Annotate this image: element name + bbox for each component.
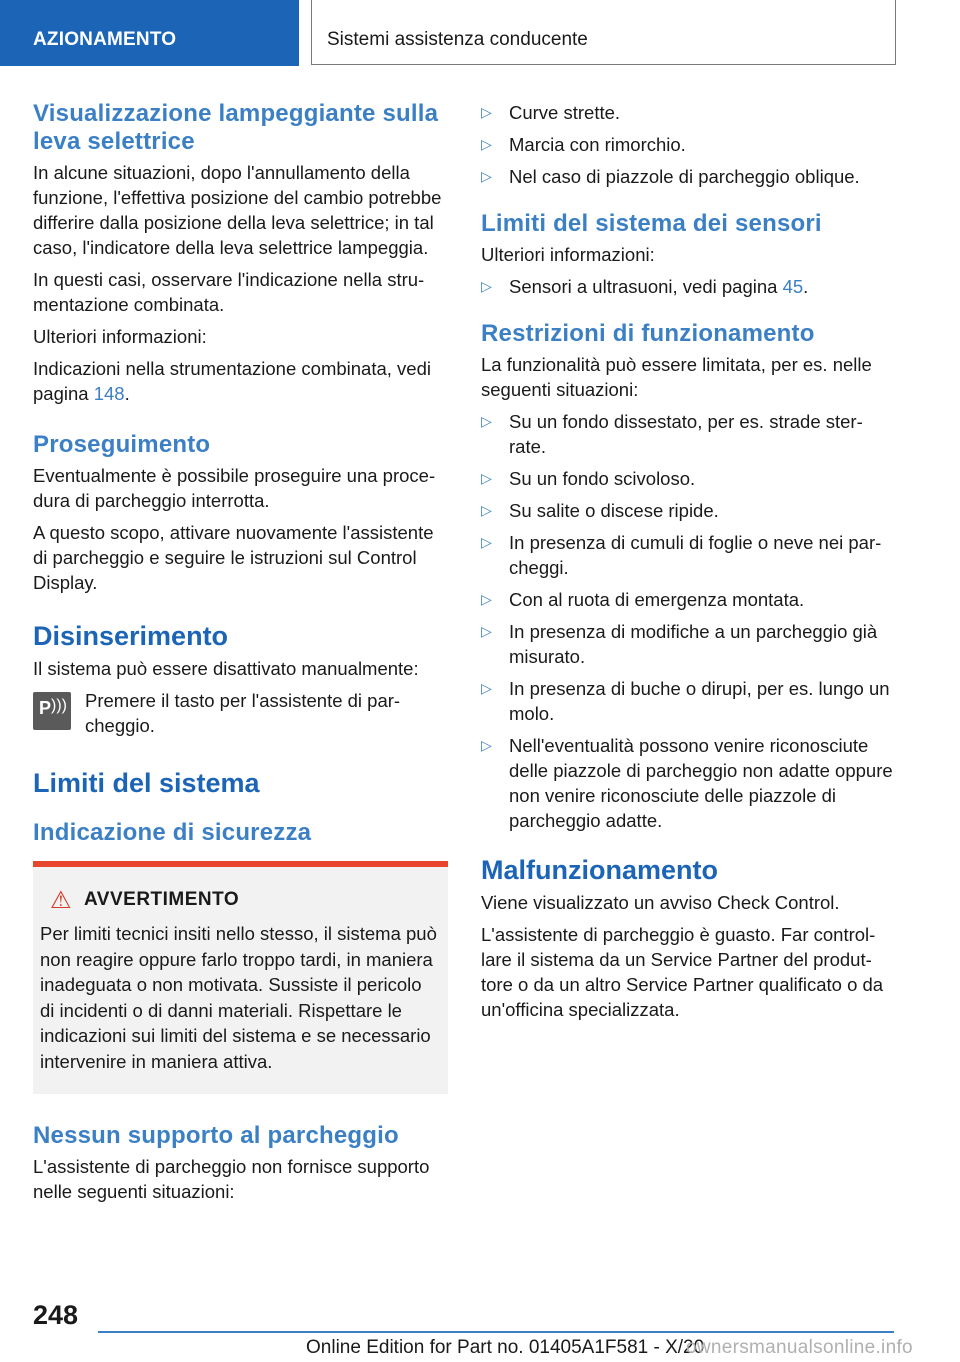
section-tab	[0, 0, 299, 66]
parking-assistant-button-icon: P )))	[33, 692, 71, 730]
heading-malfunction: Malfunzionamento	[481, 855, 718, 885]
restrictions-list	[481, 409, 893, 833]
list-item: ▷ In presenza di buche o dirupi, per es. lungo un molo.	[481, 678, 890, 724]
list-item: ▷ In presenza di modifiche a un parcheggio già misurato.	[481, 621, 878, 667]
triangle-bullet-icon: ▷	[481, 680, 492, 696]
heading-deactivation: Disinserimento	[33, 621, 229, 651]
page-number: 248	[33, 1300, 79, 1330]
paragraph-with-link: Indicazioni nella strumentazione combinata, vedi pagina 148.	[33, 358, 431, 404]
heading-system-limits: Limiti del sistema	[33, 768, 260, 798]
warning-triangle-icon: ⚠	[50, 887, 72, 914]
left-column	[33, 100, 448, 1211]
list-item: ▷ Curve strette.	[481, 102, 621, 123]
heading-safety-note: Indicazione di sicurezza	[33, 819, 312, 846]
button-instruction	[33, 688, 448, 738]
triangle-bullet-icon: ▷	[481, 534, 492, 550]
paragraph: La funzionalità può essere limitata, per es. nelle seguenti situazioni:	[481, 354, 872, 400]
heading-continuation: Proseguimento	[33, 431, 211, 458]
triangle-bullet-icon: ▷	[481, 591, 492, 607]
triangle-bullet-icon: ▷	[481, 470, 492, 486]
list-item: ▷ In presenza di cumuli di foglie o neve nei parcheggi.	[481, 532, 882, 578]
page-link-45[interactable]: 45	[782, 276, 804, 297]
triangle-bullet-icon: ▷	[481, 502, 492, 518]
paragraph: L'assistente di parcheggio non fornisce supporto nelle seguenti situazioni:	[33, 1156, 430, 1202]
list-item: ▷ Sensori a ultrasuoni, vedi pagina 45.	[481, 276, 809, 297]
paragraph: A questo scopo, attivare nuovamente l'assistente di parcheggio e seguire le istruzioni sul Control Display.	[33, 522, 434, 593]
paragraph: Ulteriori informazioni:	[33, 326, 207, 347]
list-item: ▷ Nel caso di piazzole di parcheggio oblique.	[481, 166, 860, 187]
warning-title: ⚠ AVVERTIMENTO	[50, 887, 240, 914]
paragraph: Il sistema può essere disattivato manualmente:	[33, 658, 419, 679]
paragraph: In alcune situazioni, dopo l'annullamento della funzione, l'effettiva posizione del cambio potrebbe differire dalla posizione della leva selettrice; in tal caso, l'indicatore della leva selettrice lampeggia.	[33, 162, 442, 258]
heading-no-parking-support: Nessun supporto al parcheggio	[33, 1122, 399, 1149]
edition-text: Online Edition for Part no. 01405A1F581 - X/20	[306, 1337, 705, 1358]
warning-box	[33, 861, 448, 1094]
chapter-title: Sistemi assistenza conducente	[327, 29, 588, 50]
warning-text: Per limiti tecnici insiti nello stesso, il sistema può non reagire oppure farlo troppo tardi, in maniera inadeguata o non motivata. Sussiste il pericolo di incidenti o di danni materiali. Rispettare le indicazioni sui limiti del sistema e se necessario intervenire in maniera attiva.	[40, 923, 437, 1072]
triangle-bullet-icon: ▷	[481, 168, 492, 184]
list-item: ▷ Su un fondo scivoloso.	[481, 468, 696, 489]
paragraph: Viene visualizzato un avviso Check Control.	[481, 892, 840, 913]
sensor-list	[481, 274, 893, 299]
heading-sensor-limits: Limiti del sistema dei sensori	[481, 210, 822, 237]
chapter-header	[311, 0, 896, 65]
heading-flashing-indicator: Visualizzazione lampeggiante sulla leva selettrice	[33, 100, 439, 155]
paragraph: In questi casi, osservare l'indicazione nella strumentazione combinata.	[33, 269, 425, 315]
triangle-bullet-icon: ▷	[481, 104, 492, 120]
paragraph: Eventualmente è possibile proseguire una procedura di parcheggio interrotta.	[33, 465, 436, 511]
list-item: ▷ Nell'eventualità possono venire riconosciute delle piazzole di parcheggio non adatte oppure non venire riconosciute delle piazzole di parcheggio adatte.	[481, 735, 893, 831]
triangle-bullet-icon: ▷	[481, 623, 492, 639]
list-item: ▷ Marcia con rimorchio.	[481, 134, 686, 155]
triangle-bullet-icon: ▷	[481, 136, 492, 152]
triangle-bullet-icon: ▷	[481, 413, 492, 429]
page-link-148[interactable]: 148	[93, 383, 125, 404]
watermark: ownersmanualsonline.info	[686, 1337, 913, 1358]
paragraph: Premere il tasto per l'assistente di parcheggio.	[85, 690, 401, 736]
triangle-bullet-icon: ▷	[481, 278, 492, 294]
heading-function-restrictions: Restrizioni di funzionamento	[481, 320, 815, 347]
situations-list	[481, 100, 893, 189]
footer-divider	[98, 1331, 894, 1333]
right-column	[481, 100, 893, 1029]
paragraph: Ulteriori informazioni:	[481, 244, 655, 265]
list-item: ▷ Con al ruota di emergenza montata.	[481, 589, 805, 610]
list-item: ▷ Su un fondo dissestato, per es. strade sterrate.	[481, 411, 863, 457]
triangle-bullet-icon: ▷	[481, 737, 492, 753]
paragraph: L'assistente di parcheggio è guasto. Far controllare il sistema da un Service Partner del produttore o da un altro Service Partner qualificato o da un'officina specializzata.	[481, 924, 884, 1020]
list-item: ▷ Su salite o discese ripide.	[481, 500, 719, 521]
section-tab-label: AZIONAMENTO	[33, 29, 177, 50]
